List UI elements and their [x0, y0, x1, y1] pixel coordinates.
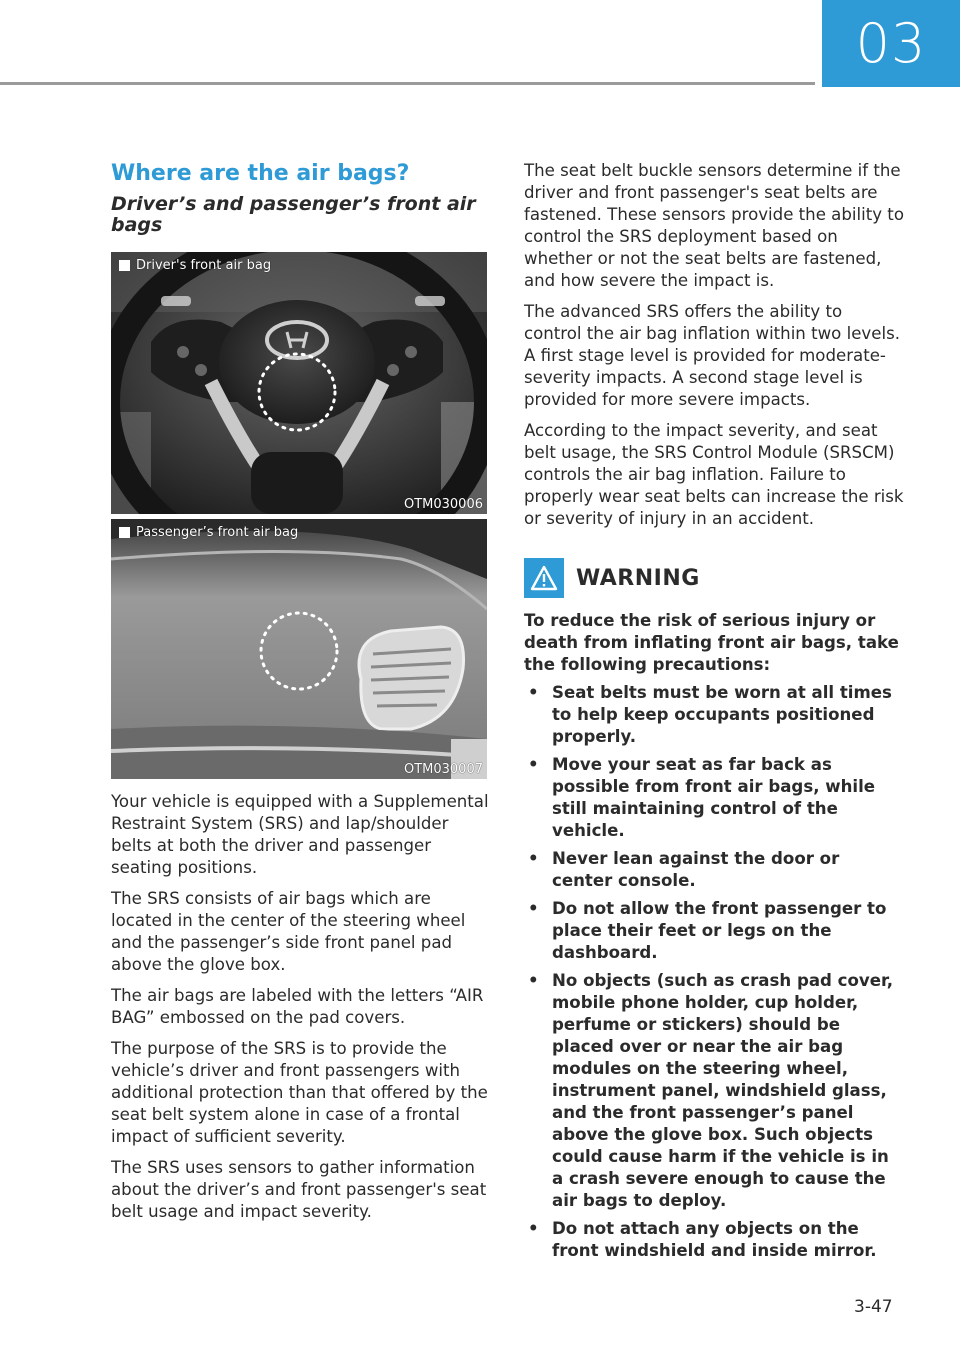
figure-code: OTM030006 — [403, 497, 483, 512]
figure-caption — [119, 525, 298, 540]
left-column — [111, 158, 489, 1223]
paragraph: The seat belt buckle sensors determine if the driver and front passenger's seat belts are fastened. These sensors provide the ability to control the SRS deployment based on whether or not the seat belts are fastened, and how severe the impact is. — [524, 161, 904, 290]
figure-driver-airbag — [111, 252, 487, 514]
section-title: Where are the air bags? — [111, 161, 410, 186]
warning-item — [524, 970, 904, 1212]
warning-item — [524, 682, 904, 748]
warning-item — [524, 848, 904, 892]
paragraph: The air bags are labeled with the letters “AIR BAG” embossed on the pad covers. — [111, 986, 484, 1027]
bullet: • — [528, 971, 539, 990]
paragraph: According to the impact severity, and seat belt usage, the SRS Control Module (SRSCM) controls the air bag inflation. Failure to properly wear seat belts can increase the risk or severity of injury in an accident. — [524, 421, 904, 528]
paragraph: The purpose of the SRS is to provide the vehicle’s driver and front passengers with additional protection than that offered by the seat belt system alone in case of a frontal impact of sufficient severity. — [111, 1039, 488, 1146]
warning-item-text: Move your seat as far back as possible from front air bags, while still maintaining control of the vehicle. — [552, 755, 876, 840]
warning-item-text: No objects (such as crash pad cover, mobile phone holder, cup holder, perfume or stickers) should be placed over or near the air bag modules on the steering wheel, instrument panel, windshield glass, and the front passenger’s panel above the glove box. Such objects could cause harm if the vehicle is in a crash severe enough to cause the air bags to deploy. — [552, 971, 894, 1210]
dashboard-photo — [111, 519, 487, 779]
paragraph: The SRS uses sensors to gather information about the driver’s and front passenger's seat belt usage and impact severity. — [111, 1158, 487, 1221]
warning-item-text: Never lean against the door or center console. — [552, 849, 840, 890]
figure-caption — [119, 258, 271, 273]
caption-square-icon — [119, 260, 130, 271]
bullet: • — [528, 1219, 539, 1238]
steering-wheel-photo — [111, 252, 487, 514]
warning-list — [524, 682, 904, 1262]
warning-header — [524, 558, 904, 598]
warning-item — [524, 898, 904, 964]
paragraph: The SRS consists of air bags which are located in the center of the steering wheel and the passenger’s side front panel pad above the glove box. — [111, 889, 466, 974]
figure-caption-text: Driver's front air bag — [136, 258, 272, 273]
bullet: • — [528, 683, 539, 702]
chapter-tab: 03 — [822, 0, 960, 87]
right-column — [524, 160, 904, 1262]
sub-title: Driver’s and passenger’s front air bags — [111, 193, 476, 236]
header-rule — [0, 82, 815, 85]
warning-triangle-icon — [524, 558, 564, 598]
warning-item-text: Do not allow the front passenger to place their feet or legs on the dashboard. — [552, 899, 887, 962]
bullet: • — [528, 899, 539, 918]
warning-item — [524, 1218, 904, 1262]
warning-intro: To reduce the risk of serious injury or death from inflating front air bags, take the following precautions: — [524, 611, 899, 674]
figure-code: OTM030007 — [403, 762, 483, 777]
page-number: 3-47 — [854, 1297, 893, 1317]
paragraph: Your vehicle is equipped with a Supplemental Restraint System (SRS) and lap/shoulder belts at both the driver and passenger seating positions. — [111, 792, 489, 877]
caption-square-icon — [119, 527, 130, 538]
figure-caption-text: Passenger’s front air bag — [136, 525, 299, 540]
warning-item-text: Do not attach any objects on the front windshield and inside mirror. — [552, 1219, 877, 1260]
paragraph: The advanced SRS offers the ability to control the air bag inflation within two levels. A first stage level is provided for moderate-severity impacts. A second stage level is provided for more severe impacts. — [524, 302, 900, 409]
bullet: • — [528, 849, 539, 868]
warning-item-text: Seat belts must be worn at all times to help keep occupants positioned properly. — [552, 683, 892, 746]
figure-passenger-airbag — [111, 519, 487, 779]
warning-item — [524, 754, 904, 842]
left-body-text — [111, 791, 489, 1223]
bullet: • — [528, 755, 539, 774]
warning-title: WARNING — [576, 565, 700, 591]
